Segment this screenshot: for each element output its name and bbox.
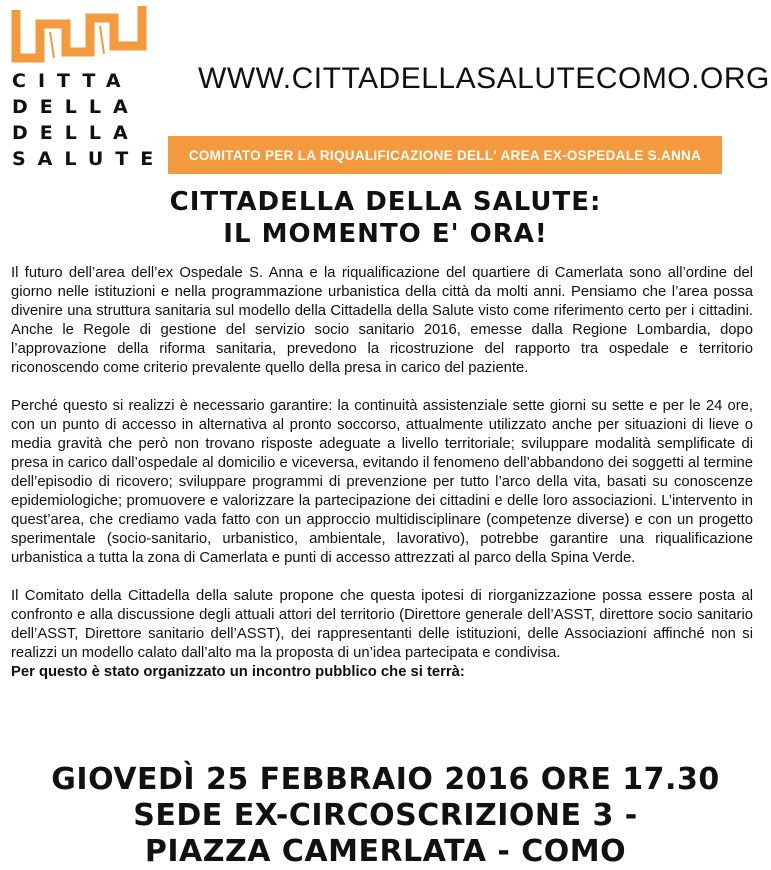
logo-wordmark bbox=[12, 68, 166, 172]
event-date: GIOVEDÌ 25 FEBBRAIO 2016 ORE 17.30 bbox=[51, 762, 720, 797]
event-venue: SEDE EX-CIRCOSCRIZIONE 3 - bbox=[133, 798, 638, 833]
logo-line-1: CITTA bbox=[12, 70, 133, 92]
paragraph-2: Perché questo si realizzi è necessario garantire: la continuità assistenziale sette giorni su sette e per le 24 ore, con un punto di accesso in alternativa al pronto soccorso, attualmente utilizzato anche per situazioni di lieve o media gravità che però non trovano risposte adeguate a livello territoriale; sviluppare modalità semplificate di presa in carico dall’ospedale al domicilio e viceversa, evitando il fenomeno dell’abbandono dei soggetti al termine dell’episodio di ricovero; sviluppare programmi di prevenzione per tutto l’arco della vita, basati su conoscenze epidemiologiche; promuovere e valorizzare la partecipazione dei cittadini e delle loro associazioni. L’intervento in quest’area, che crediamo vada fatto con un approccio multidisciplinare (competenze diverse) e con un progetto sperimentale (socio-sanitario, urbanistico, ambientale, lavorativo), potrebbe garantire una riqualificazione urbanistica a tutta la zona di Camerlata e punti di accesso attrezzati al parco della Spina Verde. bbox=[11, 398, 753, 566]
title-line-2: IL MOMENTO E' ORA! bbox=[223, 219, 548, 249]
logo-line-2: DELLA bbox=[12, 96, 140, 118]
logo-line-4: SALUTE bbox=[12, 148, 166, 170]
committee-banner: COMITATO PER LA RIQUALIFICAZIONE DELL' AREA EX-OSPEDALE S.ANNA bbox=[168, 136, 722, 174]
title-line-1: CITTADELLA DELLA SALUTE: bbox=[169, 187, 602, 217]
page-title bbox=[0, 186, 771, 250]
body-text bbox=[11, 264, 753, 682]
website-url[interactable]: WWW.CITTADELLASALUTECOMO.ORG bbox=[198, 62, 770, 95]
event-place: PIAZZA CAMERLATA - COMO bbox=[144, 834, 627, 869]
meeting-announcement: Per questo è stato organizzato un incontro pubblico che si terrà: bbox=[11, 664, 465, 680]
logo-line-3: DELLA bbox=[12, 122, 140, 144]
cittadella-logo-icon bbox=[10, 2, 150, 64]
event-details bbox=[0, 762, 771, 870]
paragraph-1: Il futuro dell’area dell’ex Ospedale S. Anna e la riqualificazione del quartiere di Camerlata sono all’ordine del giorno nelle istituzioni e nella programmazione urbanistica della città da molti anni. Pensiamo che l’area possa divenire una struttura sanitaria sul modello della Cittadella della Salute visto come riferimento certo per i cittadini. Anche le Regole di gestione del servizio socio sanitario 2016, emesse dalla Regione Lombardia, dopo l’approvazione della riforma sanitaria, prevedono la ricostruzione del rapporto tra ospedale e territorio riconoscendo come criterio prevalente quello della presa in carico del paziente. bbox=[11, 265, 753, 376]
paragraph-3: Il Comitato della Cittadella della salute propone che questa ipotesi di riorganizzazione possa essere posta al confronto e alla discussione degli attuali attori del territorio (Direttore generale dell’ASST, direttore socio sanitario dell’ASST, Direttore sanitario dell’ASST), dei rappresentanti delle istituzioni, delle Associazioni affinché non si realizzi un modello calato dall’alto ma la proposta di un’idea partecipata e condivisa. bbox=[11, 588, 753, 661]
